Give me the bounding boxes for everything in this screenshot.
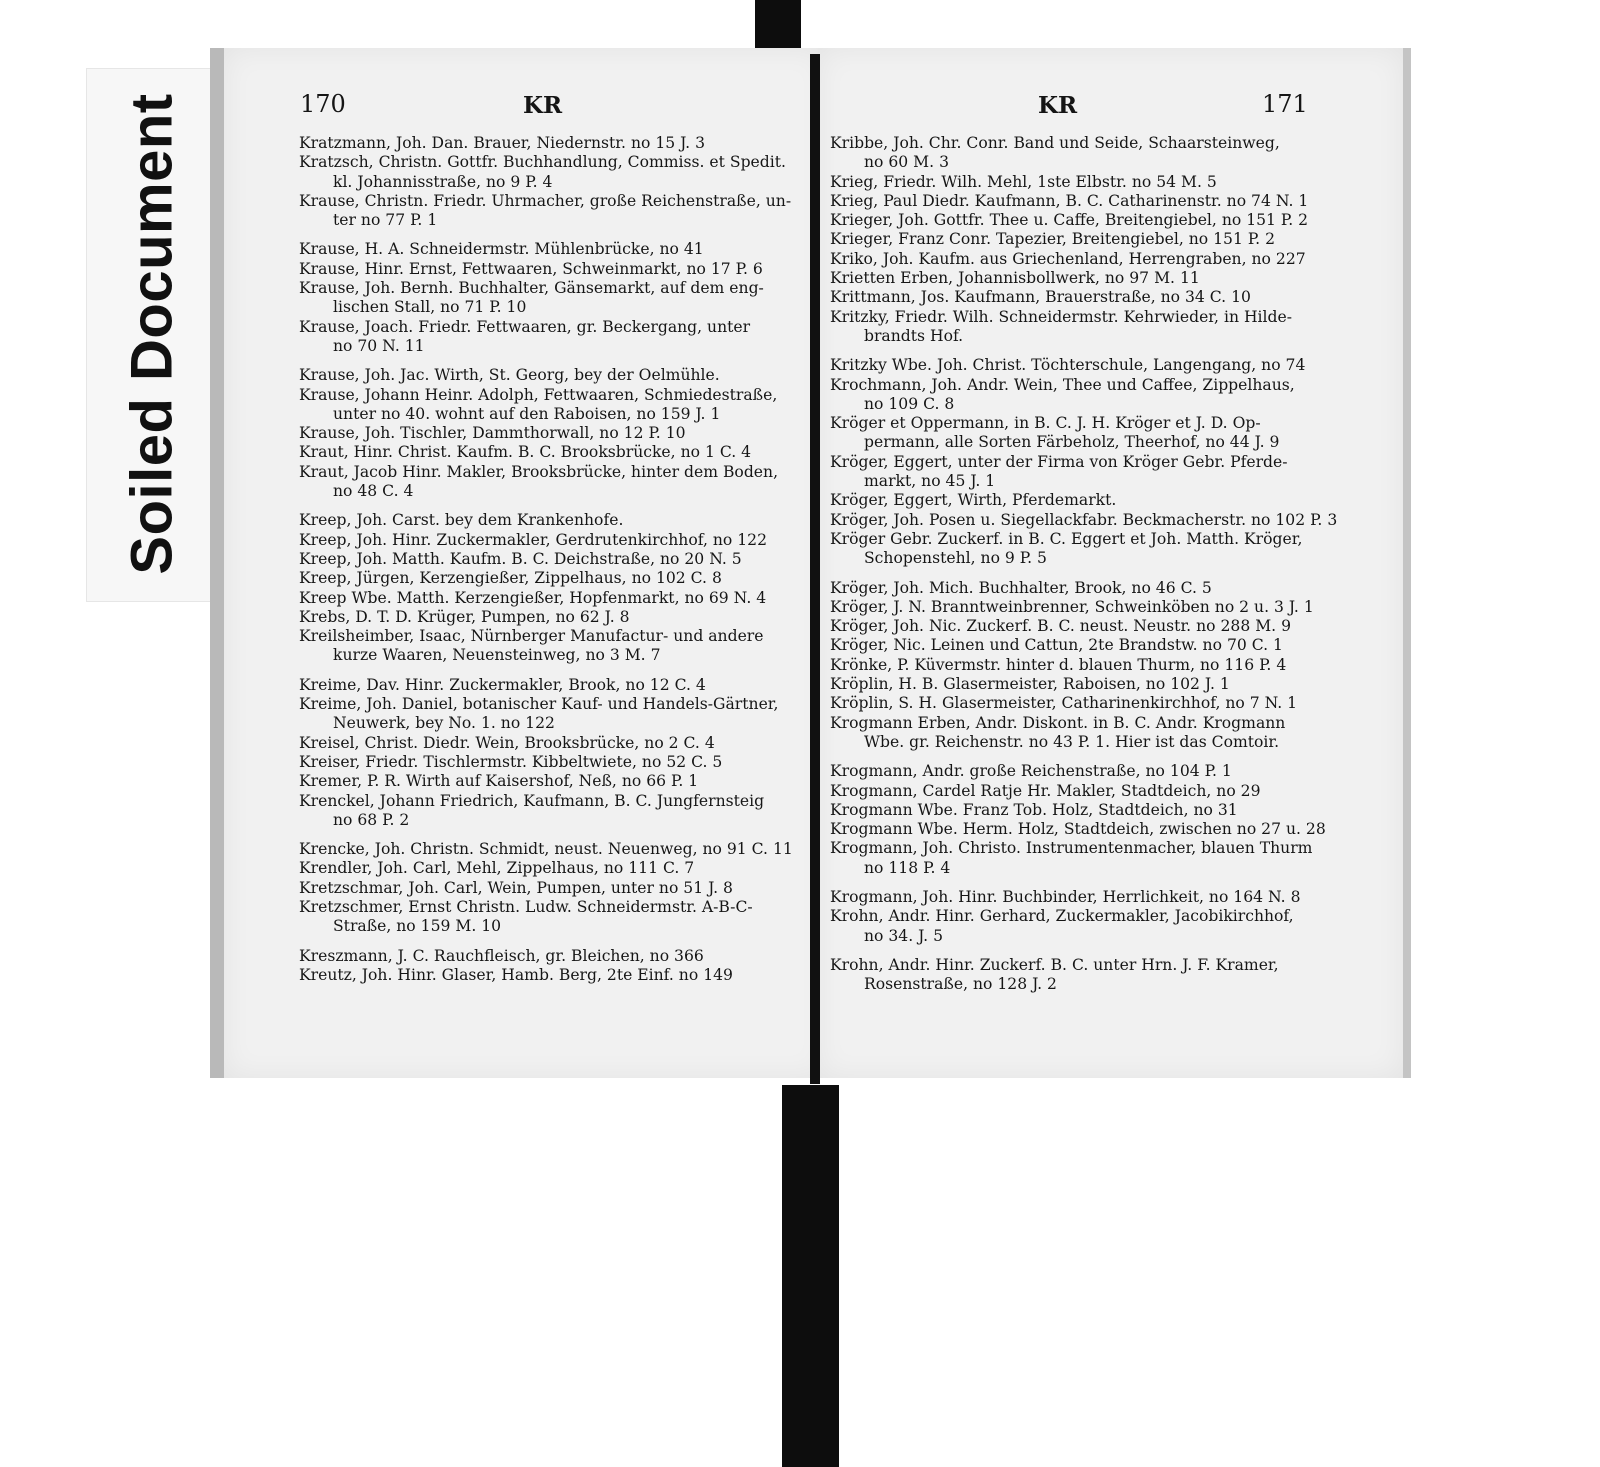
directory-entry (830, 376, 1345, 415)
entry-continuation-line: Neuwerk, bey No. 1. no 122 (333, 714, 555, 733)
entry-main-line: Kriko, Joh. Kaufm. aus Griechenland, Herrengraben, no 227 (830, 249, 1306, 268)
directory-entry (299, 386, 804, 425)
directory-entry (299, 879, 804, 898)
entry-continuation-line: permann, alle Sorten Färbeholz, Theerhof, no 44 J. 9 (864, 433, 1280, 452)
directory-entry (830, 308, 1345, 347)
directory-entry (830, 453, 1345, 492)
directory-entry (299, 947, 804, 966)
directory-entry (299, 772, 804, 791)
entry-main-line: Kribbe, Joh. Chr. Conr. Band und Seide, Schaarsteinweg, (830, 134, 1280, 152)
entry-main-line: Krogmann Wbe. Franz Tob. Holz, Stadtdeich, no 31 (830, 800, 1238, 819)
directory-entry (830, 269, 1345, 288)
directory-entry (830, 694, 1345, 713)
directory-entry (830, 598, 1345, 617)
directory-entry (299, 550, 804, 569)
entry-main-line: Krogmann, Joh. Hinr. Buchbinder, Herrlichkeit, no 164 N. 8 (830, 887, 1301, 906)
entry-main-line: Kreiser, Friedr. Tischlermstr. Kibbeltwiete, no 52 C. 5 (299, 752, 723, 771)
directory-entry (299, 792, 804, 831)
entry-main-line: Krause, Joach. Friedr. Fettwaaren, gr. Beckergang, unter (299, 317, 751, 336)
entry-continuation-line: Straße, no 159 M. 10 (333, 917, 502, 936)
directory-entry (830, 714, 1345, 753)
entry-main-line: Kretzschmar, Joh. Carl, Wein, Pumpen, unter no 51 J. 8 (299, 878, 733, 897)
directory-entry (299, 153, 804, 192)
entry-continuation-line: markt, no 45 J. 1 (864, 472, 996, 491)
directory-entry (830, 617, 1345, 636)
directory-entry (830, 839, 1345, 878)
directory-entry (299, 734, 804, 753)
directory-entry (830, 173, 1345, 192)
directory-entry (830, 907, 1345, 946)
entry-continuation-line: lischen Stall, no 71 P. 10 (333, 298, 527, 317)
entry-main-line: Krieg, Friedr. Wilh. Mehl, 1ste Elbstr. no 54 M. 5 (830, 172, 1217, 191)
entry-main-line: Krogmann Erben, Andr. Diskont. in B. C. Andr. Krogmann (830, 713, 1286, 732)
entry-continuation-line: brandts Hof. (864, 326, 964, 345)
directory-entry (830, 250, 1345, 269)
entry-main-line: Kreime, Joh. Daniel, botanischer Kauf- und Handels-Gärtner, (299, 695, 779, 714)
directory-entry (830, 675, 1345, 694)
entry-main-line: Kröplin, H. B. Glasermeister, Raboisen, no 102 J. 1 (830, 675, 1230, 694)
left-page-number: 170 (300, 90, 346, 118)
entry-main-line: Kröger, Eggert, Wirth, Pferdemarkt. (830, 491, 1117, 510)
directory-entry (830, 211, 1345, 230)
directory-entry (299, 676, 804, 695)
directory-entry (299, 279, 804, 318)
entry-main-line: Krietten Erben, Johannisbollwerk, no 97 M. 11 (830, 269, 1200, 288)
directory-entry (299, 627, 804, 666)
directory-entry (830, 801, 1345, 820)
directory-entry (830, 192, 1345, 211)
entry-main-line: Krause, Joh. Bernh. Buchhalter, Gänsemarkt, auf dem eng- (299, 279, 764, 298)
directory-entry (830, 636, 1345, 655)
directory-entry (830, 820, 1345, 839)
entry-main-line: Kreisel, Christ. Diedr. Wein, Brooksbrücke, no 2 C. 4 (299, 733, 715, 752)
directory-entry (830, 782, 1345, 801)
entry-main-line: Krohn, Andr. Hinr. Zuckerf. B. C. unter Hrn. J. F. Kramer, (830, 955, 1279, 974)
entry-continuation-line: kurze Waaren, Neuensteinweg, no 3 M. 7 (333, 646, 661, 665)
directory-entry (830, 579, 1345, 598)
directory-entry (299, 424, 804, 443)
directory-entry (830, 956, 1345, 995)
directory-entry (299, 260, 804, 279)
directory-entry (830, 888, 1345, 907)
directory-entry (299, 589, 804, 608)
entry-main-line: Kröger, Nic. Leinen und Cattun, 2te Brandstw. no 70 C. 1 (830, 636, 1283, 655)
entry-main-line: Krause, H. A. Schneidermstr. Mühlenbrücke, no 41 (299, 240, 704, 259)
binding-strap-top (755, 0, 801, 52)
right-column (830, 134, 1345, 994)
book-gutter (810, 54, 820, 1084)
entry-main-line: Krogmann, Joh. Christo. Instrumentenmacher, blauen Thurm (830, 839, 1313, 858)
entry-continuation-line: Schopenstehl, no 9 P. 5 (864, 549, 1047, 568)
entry-main-line: Kreime, Dav. Hinr. Zuckermakler, Brook, no 12 C. 4 (299, 675, 706, 694)
entry-continuation-line: no 118 P. 4 (864, 858, 951, 877)
entry-main-line: Kreutz, Joh. Hinr. Glaser, Hamb. Berg, 2te Einf. no 149 (299, 965, 733, 984)
entry-main-line: Kröger, J. N. Branntweinbrenner, Schweinköben no 2 u. 3 J. 1 (830, 597, 1314, 616)
entry-main-line: Kritzky Wbe. Joh. Christ. Töchterschule, Langengang, no 74 (830, 356, 1306, 375)
directory-entry (299, 695, 804, 734)
entry-main-line: Kreep, Joh. Hinr. Zuckermakler, Gerdrutenkirchhof, no 122 (299, 530, 768, 549)
directory-entry (299, 366, 804, 385)
entry-main-line: Krenckel, Johann Friedrich, Kaufmann, B. C. Jungfernsteig (299, 791, 765, 810)
entry-main-line: Kretzschmer, Ernst Christn. Ludw. Schneidermstr. A-B-C- (299, 897, 753, 916)
entry-continuation-line: unter no 40. wohnt auf den Raboisen, no 159 J. 1 (333, 404, 721, 423)
entry-main-line: Kröger, Joh. Mich. Buchhalter, Brook, no 46 C. 5 (830, 578, 1212, 597)
entry-main-line: Krittmann, Jos. Kaufmann, Brauerstraße, no 34 C. 10 (830, 288, 1251, 307)
entry-main-line: Krogmann, Cardel Ratje Hr. Makler, Stadtdeich, no 29 (830, 781, 1261, 800)
entry-continuation-line: no 34. J. 5 (864, 926, 944, 945)
right-page-heading: KR (1038, 92, 1078, 119)
directory-entry (830, 288, 1345, 307)
directory-entry (830, 134, 1345, 173)
entry-main-line: Kritzky, Friedr. Wilh. Schneidermstr. Kehrwieder, in Hilde- (830, 307, 1292, 326)
entry-main-line: Kröger, Eggert, unter der Firma von Kröger Gebr. Pferde- (830, 452, 1288, 471)
entry-main-line: Kröger Gebr. Zuckerf. in B. C. Eggert et Joh. Matth. Kröger, (830, 529, 1303, 548)
entry-main-line: Krause, Johann Heinr. Adolph, Fettwaaren, Schmiedestraße, (299, 385, 778, 404)
entry-continuation-line: Rosenstraße, no 128 J. 2 (864, 975, 1057, 994)
entry-main-line: Kraut, Hinr. Christ. Kaufm. B. C. Brooksbrücke, no 1 C. 4 (299, 443, 752, 462)
directory-entry (299, 240, 804, 259)
left-page-heading: KR (523, 92, 563, 119)
directory-entry (299, 531, 804, 550)
entry-main-line: Krochmann, Joh. Andr. Wein, Thee und Caffee, Zippelhaus, (830, 375, 1295, 394)
directory-entry (830, 491, 1345, 510)
directory-entry (299, 511, 804, 530)
directory-entry (299, 840, 804, 859)
entry-continuation-line: Wbe. gr. Reichenstr. no 43 P. 1. Hier ist das Comtoir. (864, 732, 1280, 751)
entry-main-line: Kratzsch, Christn. Gottfr. Buchhandlung, Commiss. et Spedit. (299, 153, 786, 172)
directory-entry (830, 656, 1345, 675)
right-page-number: 171 (1262, 90, 1308, 118)
entry-main-line: Krause, Hinr. Ernst, Fettwaaren, Schweinmarkt, no 17 P. 6 (299, 259, 763, 278)
directory-entry (830, 414, 1345, 453)
directory-entry (299, 463, 804, 502)
entry-main-line: Kreszmann, J. C. Rauchfleisch, gr. Bleichen, no 366 (299, 946, 704, 965)
entry-main-line: Krause, Christn. Friedr. Uhrmacher, große Reichenstraße, un- (299, 191, 792, 210)
entry-main-line: Krieger, Joh. Gottfr. Thee u. Caffe, Breitengiebel, no 151 P. 2 (830, 211, 1309, 230)
entry-main-line: Krogmann, Andr. große Reichenstraße, no 104 P. 1 (830, 762, 1232, 781)
entry-continuation-line: no 70 N. 11 (333, 336, 425, 355)
directory-entry (830, 530, 1345, 569)
entry-main-line: Krencke, Joh. Christn. Schmidt, neust. Neuenweg, no 91 C. 11 (299, 840, 793, 859)
entry-main-line: Kraut, Jacob Hinr. Makler, Brooksbrücke, hinter dem Boden, (299, 462, 779, 481)
entry-main-line: Kratzmann, Joh. Dan. Brauer, Niedernstr. no 15 J. 3 (299, 134, 706, 152)
entry-main-line: Kreep, Jürgen, Kerzengießer, Zippelhaus, no 102 C. 8 (299, 569, 722, 588)
entry-main-line: Kreilsheimber, Isaac, Nürnberger Manufactur- und andere (299, 627, 764, 646)
directory-entry (299, 608, 804, 627)
directory-entry (830, 762, 1345, 781)
directory-entry (830, 511, 1345, 530)
entry-main-line: Krieg, Paul Diedr. Kaufmann, B. C. Catharinenstr. no 74 N. 1 (830, 191, 1309, 210)
directory-entry (830, 356, 1345, 375)
entry-main-line: Krönke, P. Küvermstr. hinter d. blauen Thurm, no 116 P. 4 (830, 655, 1287, 674)
directory-entry (299, 898, 804, 937)
entry-continuation-line: no 68 P. 2 (333, 810, 410, 829)
entry-main-line: Krendler, Joh. Carl, Mehl, Zippelhaus, no 111 C. 7 (299, 859, 695, 878)
directory-entry (299, 318, 804, 357)
entry-continuation-line: no 48 C. 4 (333, 482, 414, 501)
directory-entry (299, 192, 804, 231)
entry-continuation-line: no 109 C. 8 (864, 394, 955, 413)
entry-main-line: Kremer, P. R. Wirth auf Kaisershof, Neß, no 66 P. 1 (299, 772, 699, 791)
binding-strap-bottom (782, 1085, 839, 1467)
entry-continuation-line: no 60 M. 3 (864, 153, 949, 172)
entry-continuation-line: kl. Johannisstraße, no 9 P. 4 (333, 172, 553, 191)
directory-entry (830, 230, 1345, 249)
entry-main-line: Kreep Wbe. Matth. Kerzengießer, Hopfenmarkt, no 69 N. 4 (299, 588, 767, 607)
entry-main-line: Kreep, Joh. Carst. bey dem Krankenhofe. (299, 511, 624, 530)
entry-main-line: Kröplin, S. H. Glasermeister, Catharinenkirchhof, no 7 N. 1 (830, 694, 1298, 713)
entry-continuation-line: ter no 77 P. 1 (333, 211, 438, 230)
directory-entry (299, 966, 804, 985)
entry-main-line: Krebs, D. T. D. Krüger, Pumpen, no 62 J. 8 (299, 607, 630, 626)
entry-main-line: Kröger, Joh. Nic. Zuckerf. B. C. neust. Neustr. no 288 M. 9 (830, 617, 1292, 636)
entry-main-line: Kreep, Joh. Matth. Kaufm. B. C. Deichstraße, no 20 N. 5 (299, 549, 742, 568)
directory-entry (299, 859, 804, 878)
soiled-document-label: Soiled Document (119, 93, 185, 575)
entry-main-line: Krohn, Andr. Hinr. Gerhard, Zuckermakler, Jacobikirchhof, (830, 907, 1294, 926)
directory-entry (299, 443, 804, 462)
entry-main-line: Krause, Joh. Jac. Wirth, St. Georg, bey der Oelmühle. (299, 366, 720, 385)
directory-entry (299, 753, 804, 772)
entry-main-line: Krogmann Wbe. Herm. Holz, Stadtdeich, zwischen no 27 u. 28 (830, 820, 1326, 839)
entry-main-line: Krause, Joh. Tischler, Dammthorwall, no 12 P. 10 (299, 424, 686, 443)
left-column (299, 134, 804, 985)
entry-main-line: Kröger, Joh. Posen u. Siegellackfabr. Beckmacherstr. no 102 P. 3 (830, 510, 1338, 529)
entry-main-line: Kröger et Oppermann, in B. C. J. H. Kröger et J. D. Op- (830, 414, 1261, 433)
directory-entry (299, 569, 804, 588)
entry-main-line: Krieger, Franz Conr. Tapezier, Breitengiebel, no 151 P. 2 (830, 230, 1276, 249)
directory-entry (299, 134, 804, 153)
